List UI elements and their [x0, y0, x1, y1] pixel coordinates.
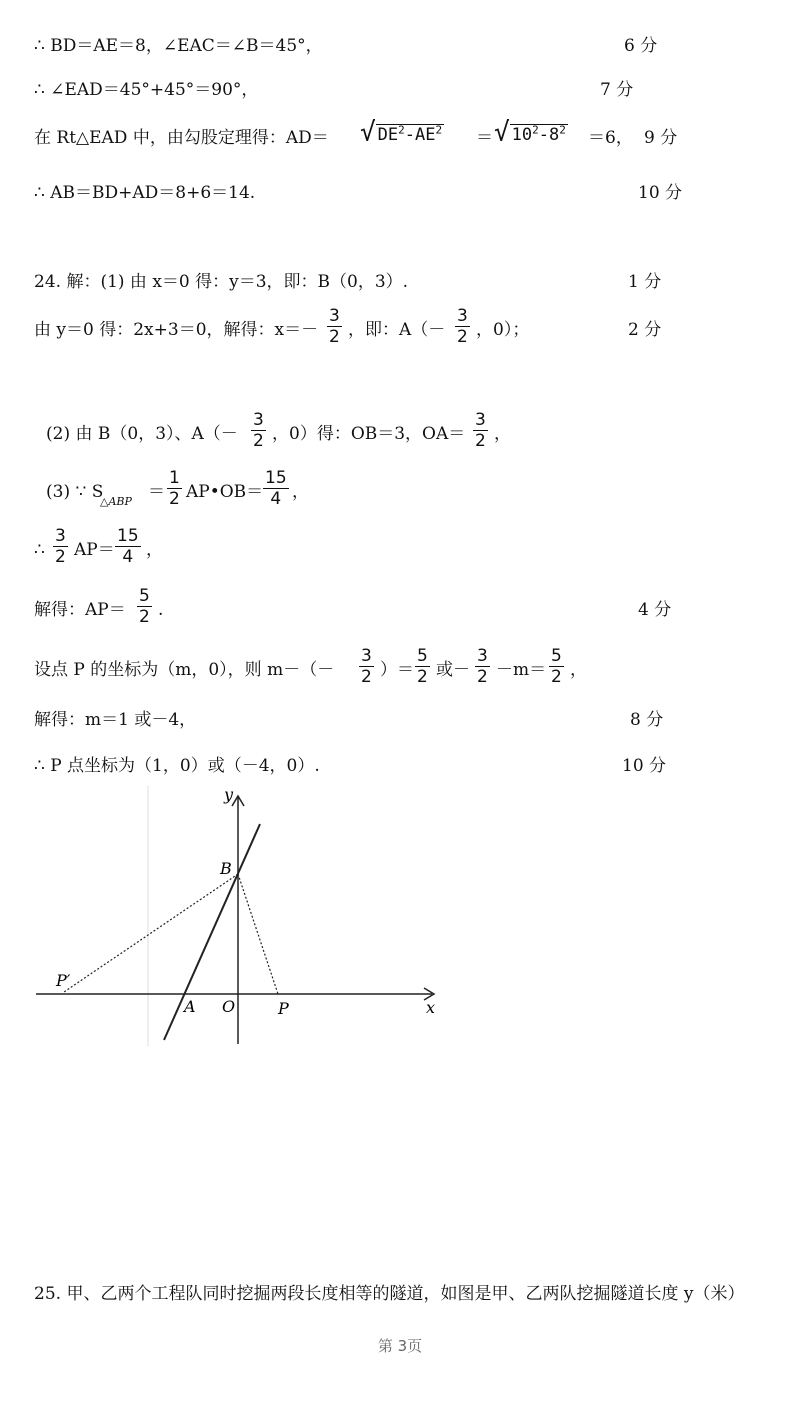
fraction: $\frac{3}{2}$ — [361, 646, 372, 687]
solution-line: 解得：AP＝ $\frac{5}{2}$ . 4 分 — [34, 586, 672, 627]
label-p: P — [278, 999, 289, 1018]
solution-line: ∴ $\frac{3}{2}$ AP＝ $\frac{15}{4}$ ， — [34, 526, 163, 567]
label-x: x — [426, 998, 436, 1017]
solution-line: 由 y＝0 得：2x+3＝0，解得：x＝－ $\frac{3}{2}$ ，即：A（－ $\frac{3}{2}$ ，0）； 2 分 — [34, 306, 662, 347]
fraction: $\frac{15}{4}$ — [265, 468, 287, 509]
sqrt-expression: √ $10^2-8^2$ — [494, 117, 566, 148]
fraction: $\frac{5}{2}$ — [551, 646, 562, 687]
score-label: 10 分 — [622, 756, 667, 776]
fraction: $\frac{3}{2}$ — [457, 306, 468, 347]
solution-line: 在 Rt△EAD 中，由勾股定理得：AD＝ √ $DE^2-AE^2$ ＝ √ $10^2-8^2$ ＝6， 9 分 — [34, 117, 678, 148]
label-a: A — [184, 997, 196, 1016]
page-footer: 第 3页 — [377, 1337, 423, 1355]
fraction: $\frac{1}{2}$ — [169, 468, 180, 509]
score-label: 7 分 — [600, 80, 634, 100]
line-graph — [164, 824, 260, 1040]
label-o: O — [222, 997, 236, 1016]
score-label: 8 分 — [630, 710, 664, 730]
fraction: $\frac{3}{2}$ — [329, 306, 340, 347]
solution-line: (3) ∵ S △ABP ＝ $\frac{1}{2}$ AP•OB＝ $\frac{15}{4}$ ， — [46, 468, 309, 509]
fraction: $\frac{15}{4}$ — [117, 526, 139, 567]
score-label: 1 分 — [628, 272, 662, 292]
label-y: y — [224, 785, 234, 804]
score-label: 10 分 — [638, 183, 683, 203]
score-label: 6 分 — [624, 36, 658, 56]
fraction: $\frac{3}{2}$ — [475, 410, 486, 451]
segment-bp — [238, 874, 278, 994]
fraction: $\frac{5}{2}$ — [139, 586, 150, 627]
fraction: $\frac{3}{2}$ — [55, 526, 66, 567]
sqrt-expression: √ $DE^2-AE^2$ — [360, 117, 443, 148]
solution-line: 设点 P 的坐标为（m，0），则 m－（－ $\frac{3}{2}$ ）＝ $\frac{5}{2}$ 或－ $\frac{3}{2}$ －m＝ $\frac{5}{2}$ ， — [34, 646, 587, 687]
fraction: $\frac{3}{2}$ — [477, 646, 488, 687]
score-label: 9 分 — [644, 128, 678, 148]
label-p-prime: P′ — [56, 971, 71, 990]
coordinate-diagram — [0, 780, 460, 1060]
fraction: $\frac{5}{2}$ — [417, 646, 428, 687]
fraction: $\frac{3}{2}$ — [253, 410, 264, 451]
solution-line: (2) 由 B（0，3）、A（－ $\frac{3}{2}$ ，0）得：OB＝3，OA＝ $\frac{3}{2}$ ， — [46, 410, 511, 451]
score-label: 2 分 — [628, 320, 662, 340]
label-b: B — [220, 859, 232, 878]
score-label: 4 分 — [638, 600, 672, 620]
